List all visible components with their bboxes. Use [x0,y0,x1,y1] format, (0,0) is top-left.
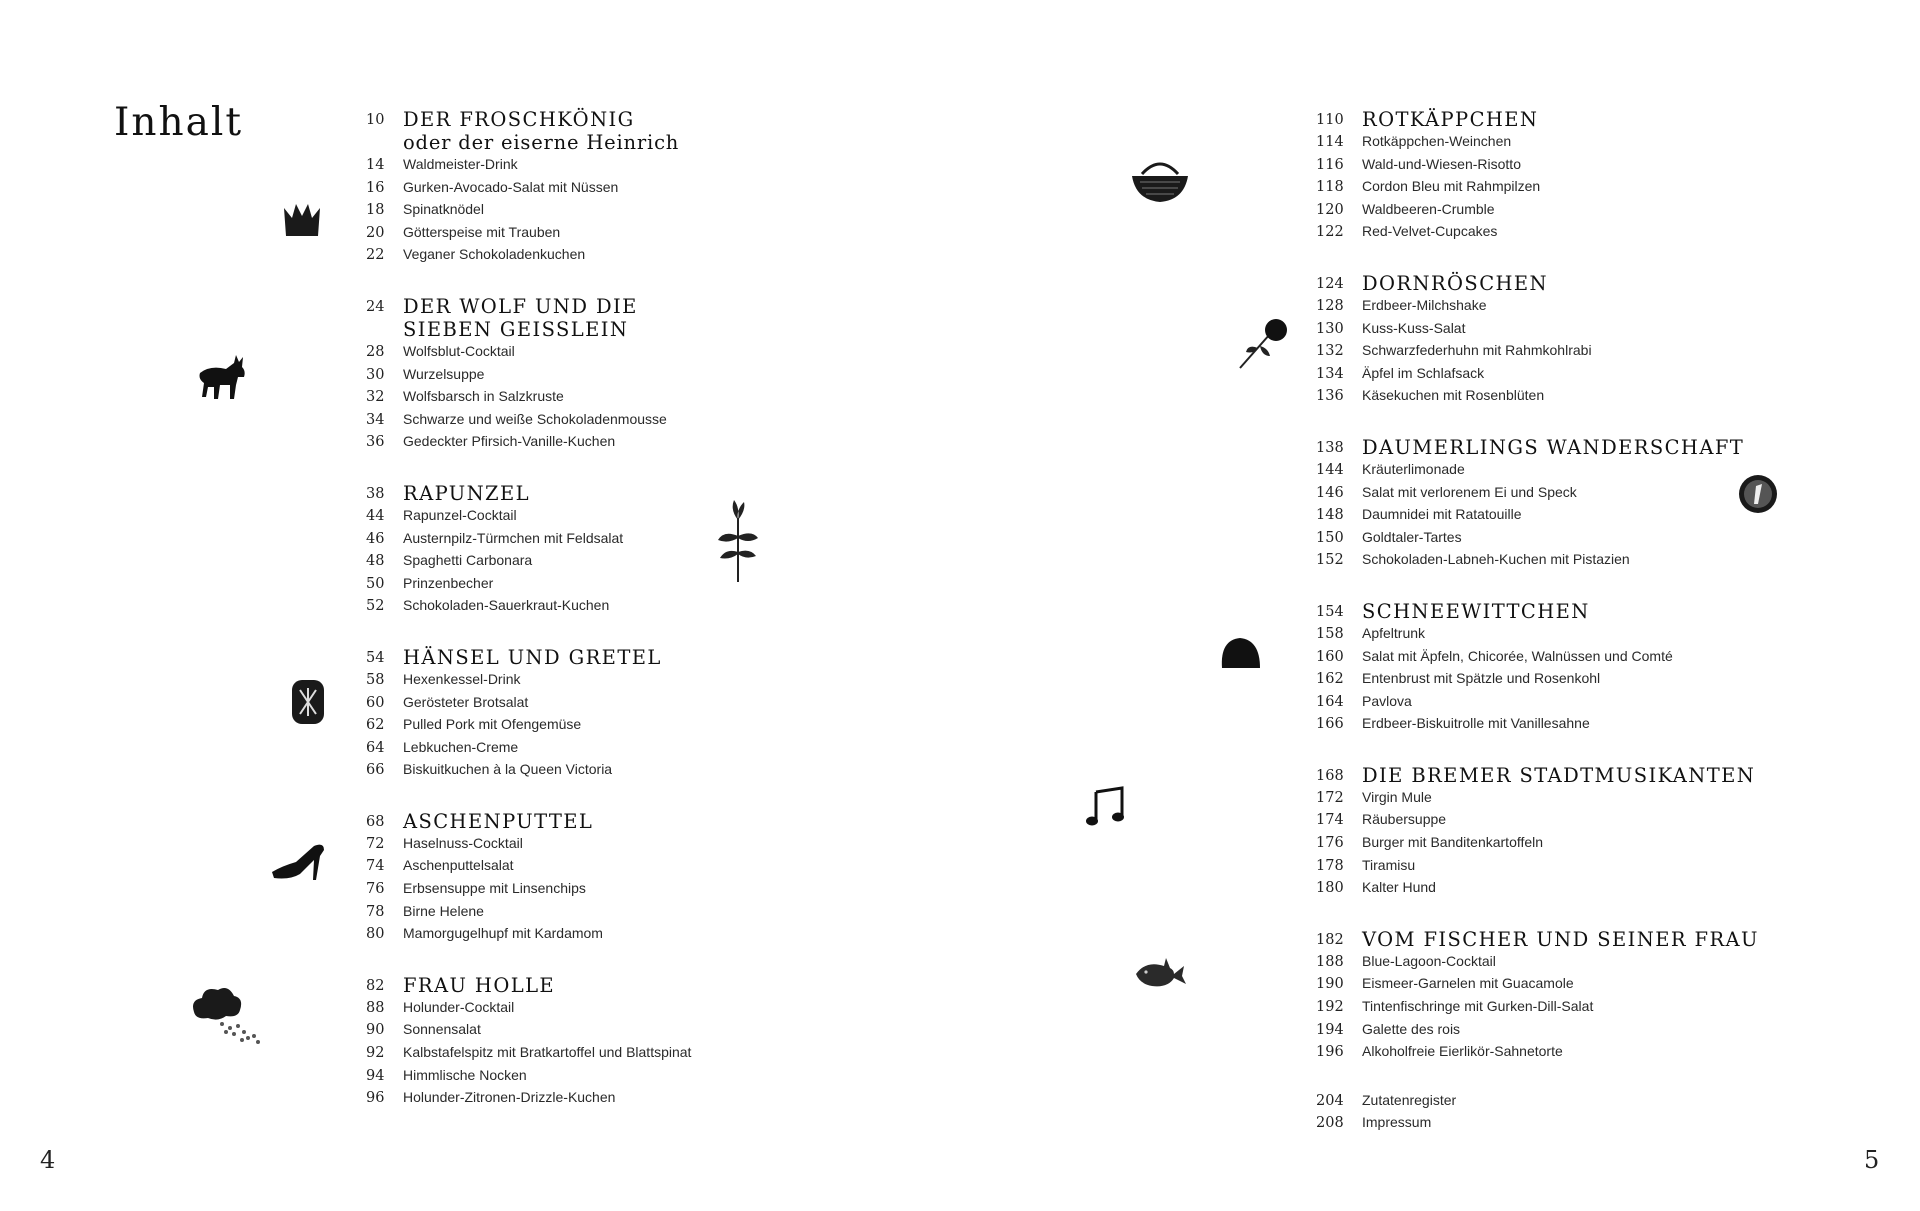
recipe-title: Eismeer-Garnelen mit Guacamole [1362,975,1574,992]
recipe-title: Salat mit verlorenem Ei und Speck [1362,483,1577,500]
recipe-title: Schokoladen-Sauerkraut-Kuchen [403,597,610,614]
toc-section-frau-holle [366,974,926,1112]
recipe-entry[interactable] [366,179,926,202]
recipe-entry[interactable] [366,1067,926,1090]
recipe-title: Käsekuchen mit Rosenblüten [1362,387,1545,404]
recipe-page-number: 28 [366,343,385,360]
basket-icon [1130,156,1190,204]
recipe-entry[interactable] [1316,178,1836,201]
recipe-entry[interactable] [366,694,926,717]
recipe-page-number: 14 [366,157,385,173]
rapunzel-plant-icon [712,500,764,584]
section-page-number: 138 [1316,439,1344,456]
recipe-title: Alkoholfreie Eierlikör-Sahnetorte [1362,1043,1563,1060]
section-heading[interactable] [1316,272,1836,295]
recipe-page-number: 36 [366,434,385,451]
section-heading[interactable] [366,295,926,341]
toc-section-dornroeschen [1316,272,1836,410]
recipe-title: Götterspeise mit Trauben [403,223,561,240]
recipe-page-number: 130 [1316,320,1344,337]
recipe-page-number: 16 [366,179,385,196]
recipe-title: Red-Velvet-Cupcakes [1362,223,1498,240]
entry-title: Zutatenregister [1362,1091,1457,1108]
section-page-number: 68 [366,813,385,830]
recipe-page-number: 162 [1316,671,1344,688]
recipe-title: Kalbstafelspitz mit Bratkartoffel und Blattspinat [403,1044,692,1061]
recipe-page-number: 58 [366,671,385,688]
recipe-page-number: 166 [1316,716,1344,733]
recipe-entry[interactable] [366,857,926,880]
gingerbread-icon [288,678,328,726]
recipe-page-number: 118 [1316,179,1344,196]
section-heading[interactable] [1316,764,1836,787]
recipe-title: Pulled Pork mit Ofengemüse [403,716,582,733]
recipe-page-number: 66 [366,762,385,779]
recipe-page-number: 44 [366,507,385,524]
recipe-title: Wald-und-Wiesen-Risotto [1362,155,1521,172]
recipe-page-number: 120 [1316,201,1344,218]
recipe-page-number: 172 [1316,789,1344,806]
section-page-number: 182 [1316,931,1344,948]
section-title: VOM FISCHER UND SEINER FRAU [1362,927,1759,951]
recipe-page-number: 194 [1316,1021,1344,1038]
recipe-entry[interactable] [1316,670,1836,693]
recipe-title: Prinzenbecher [403,574,494,591]
recipe-entry[interactable] [366,1021,926,1044]
toc-section-aschenputtel [366,810,926,948]
section-heading[interactable] [366,646,926,669]
recipe-entry[interactable] [1316,297,1836,320]
section-title: DER WOLF UND DIE SIEBEN GEISSLEIN [403,294,638,341]
recipe-page-number: 160 [1316,648,1344,665]
recipe-page-number: 174 [1316,812,1344,829]
recipe-entry[interactable] [1316,1021,1836,1044]
recipe-title: Gerösteter Brotsalat [403,693,529,710]
recipe-title: Aschenputtelsalat [403,857,514,874]
recipe-page-number: 158 [1316,625,1344,642]
recipe-title: Äpfel im Schlafsack [1362,364,1485,381]
fish-icon [1134,956,1186,992]
recipe-title: Galette des rois [1362,1020,1461,1037]
recipe-title: Cordon Bleu mit Rahmpilzen [1362,178,1541,195]
recipe-page-number: 116 [1316,156,1344,173]
section-subtitle: oder der eiserne Heinrich [403,131,680,154]
recipe-title: Salat mit Äpfeln, Chicorée, Walnüssen und Comté [1362,647,1673,664]
recipe-title: Biskuitkuchen à la Queen Victoria [403,761,613,778]
toc-section-rapunzel [366,482,926,620]
recipe-page-number: 180 [1316,880,1344,897]
recipe-page-number: 22 [366,247,385,264]
section-heading[interactable] [366,108,926,154]
section-heading[interactable] [366,810,926,833]
recipe-entry[interactable] [366,156,926,179]
recipe-title: Himmlische Nocken [403,1066,527,1083]
recipe-entry[interactable] [1316,1043,1836,1066]
recipe-title: Pavlova [1362,692,1412,709]
recipe-page-number: 178 [1316,857,1344,874]
recipe-page-number: 128 [1316,297,1344,314]
entry-page-number: 204 [1316,1092,1344,1109]
toc-section-schneewittchen [1316,600,1836,738]
recipe-title: Kuss-Kuss-Salat [1362,319,1466,336]
recipe-title: Rapunzel-Cocktail [403,506,517,523]
music-note-icon [1084,786,1126,828]
recipe-entry[interactable] [1316,879,1836,902]
toc-right-column [1316,108,1836,1163]
recipe-title: Kalter Hund [1362,879,1436,896]
section-page-number: 10 [366,112,385,128]
recipe-entry[interactable] [1316,529,1836,552]
recipe-title: Veganer Schokoladenkuchen [403,246,586,263]
recipe-entry[interactable] [366,1044,926,1067]
recipe-page-number: 122 [1316,224,1344,241]
recipe-entry[interactable] [366,433,926,456]
recipe-entry[interactable] [366,903,926,926]
recipe-entry[interactable] [366,552,926,575]
recipe-title: Schokoladen-Labneh-Kuchen mit Pistazien [1362,551,1630,568]
recipe-entry[interactable] [1316,365,1836,388]
recipe-entry[interactable] [366,880,926,903]
recipe-entry[interactable] [366,343,926,366]
toc-section-rotkaeppchen [1316,108,1836,246]
section-title: DER FROSCHKÖNIG oder der eiserne Heinrich [403,108,680,154]
recipe-title: Tintenfischringe mit Gurken-Dill-Salat [1362,998,1594,1015]
recipe-page-number: 90 [366,1022,385,1039]
section-heading[interactable] [1316,108,1836,131]
section-title: DORNRÖSCHEN [1362,271,1549,295]
section-page-number: 38 [366,485,385,502]
recipe-title: Waldmeister-Drink [403,156,518,172]
section-title: FRAU HOLLE [403,973,556,997]
recipe-page-number: 96 [366,1090,385,1107]
recipe-entry[interactable] [366,411,926,434]
recipe-page-number: 114 [1316,134,1344,150]
recipe-page-number: 148 [1316,507,1344,524]
toc-extras [1316,1092,1836,1137]
recipe-page-number: 30 [366,366,385,383]
recipe-page-number: 152 [1316,552,1344,569]
recipe-page-number: 94 [366,1067,385,1084]
recipe-page-number: 76 [366,881,385,898]
recipe-title: Haselnuss-Cocktail [403,834,523,851]
toc-section-haensel-und-gretel [366,646,926,784]
recipe-entry[interactable] [1316,789,1836,812]
section-heading[interactable] [1316,436,1836,459]
recipe-title: Sonnensalat [403,1021,481,1038]
recipe-entry[interactable] [1316,648,1836,671]
recipe-entry[interactable] [366,575,926,598]
section-page-number: 168 [1316,767,1344,784]
entry-page-number: 208 [1316,1115,1344,1132]
section-page-number: 24 [366,298,385,315]
snow-cloud-icon [188,984,268,1046]
recipe-page-number: 62 [366,717,385,734]
recipe-page-number: 32 [366,389,385,406]
section-heading[interactable] [366,974,926,997]
recipe-title: Wolfsblut-Cocktail [403,342,515,359]
toc-section-fischer [1316,928,1836,1066]
rose-icon [1236,316,1292,370]
recipe-page-number: 46 [366,530,385,547]
toc-section-wolf [366,295,926,456]
recipe-entry[interactable] [1316,320,1836,343]
recipe-page-number: 72 [366,835,385,852]
recipe-page-number: 132 [1316,343,1344,360]
recipe-entry[interactable] [366,716,926,739]
recipe-entry[interactable] [366,388,926,411]
recipe-entry[interactable] [1316,625,1836,648]
recipe-entry[interactable] [1316,834,1836,857]
recipe-title: Goldtaler-Tartes [1362,528,1462,545]
recipe-entry[interactable] [366,1089,926,1112]
section-title: SCHNEEWITTCHEN [1362,599,1590,623]
recipe-entry[interactable] [366,246,926,269]
recipe-page-number: 80 [366,926,385,943]
section-title: HÄNSEL UND GRETEL [403,645,662,669]
recipe-page-number: 150 [1316,529,1344,546]
recipe-title: Rotkäppchen-Weinchen [1362,133,1512,149]
recipe-title: Spinatknödel [403,201,484,218]
recipe-entry[interactable] [366,366,926,389]
recipe-entry[interactable] [1316,693,1836,716]
page-number-left: 4 [40,1146,56,1174]
recipe-title: Blue-Lagoon-Cocktail [1362,952,1496,969]
goat-icon [196,353,250,403]
recipe-entry[interactable] [366,761,926,784]
toc-section-bremer-stadtmusikanten [1316,764,1836,902]
recipe-title: Gurken-Avocado-Salat mit Nüssen [403,178,619,195]
gold-coin-icon [1738,474,1778,514]
recipe-title: Schwarze und weiße Schokoladenmousse [403,410,667,427]
section-page-number: 124 [1316,275,1344,292]
recipe-page-number: 164 [1316,693,1344,710]
recipe-title: Schwarzfederhuhn mit Rahmkohlrabi [1362,342,1592,359]
recipe-entry[interactable] [1316,201,1836,224]
recipe-title: Wolfsbarsch in Salzkruste [403,388,564,405]
recipe-page-number: 20 [366,224,385,241]
recipe-page-number: 188 [1316,953,1344,970]
recipe-title: Holunder-Zitronen-Drizzle-Kuchen [403,1089,616,1106]
recipe-entry[interactable] [366,835,926,858]
toc-section-froschkoenig [366,108,926,269]
recipe-page-number: 176 [1316,835,1344,852]
recipe-title: Räubersuppe [1362,811,1447,828]
recipe-title: Tiramisu [1362,856,1416,873]
recipe-title: Apfeltrunk [1362,624,1426,641]
recipe-title: Lebkuchen-Creme [403,738,519,755]
recipe-title: Daumnidei mit Ratatouille [1362,506,1522,523]
recipe-entry[interactable] [1316,953,1836,976]
recipe-page-number: 92 [366,1045,385,1062]
recipe-title: Kräuterlimonade [1362,460,1465,477]
recipe-title: Erdbeer-Milchshake [1362,296,1487,313]
section-heading[interactable] [1316,928,1836,951]
section-title: ASCHENPUTTEL [403,809,594,833]
section-subtitle: SIEBEN GEISSLEIN [403,317,629,341]
recipe-entry[interactable] [1316,975,1836,998]
recipe-entry[interactable] [1316,223,1836,246]
recipe-entry[interactable] [1316,342,1836,365]
recipe-title: Virgin Mule [1362,788,1432,805]
section-page-number: 54 [366,649,385,666]
recipe-entry[interactable] [1316,551,1836,574]
recipe-page-number: 190 [1316,976,1344,993]
recipe-entry[interactable] [366,224,926,247]
recipe-page-number: 74 [366,858,385,875]
recipe-page-number: 136 [1316,388,1344,405]
recipe-page-number: 144 [1316,461,1344,478]
recipe-entry[interactable] [1316,857,1836,880]
section-heading[interactable] [1316,600,1836,623]
entry-title: Impressum [1362,1114,1432,1131]
recipe-entry[interactable] [366,671,926,694]
recipe-entry[interactable] [1316,156,1836,179]
recipe-entry[interactable] [366,530,926,553]
recipe-entry[interactable] [1316,387,1836,410]
section-title: DIE BREMER STADTMUSIKANTEN [1362,763,1756,787]
recipe-page-number: 48 [366,553,385,570]
page-number-right: 5 [1864,1146,1880,1174]
recipe-title: Hexenkessel-Drink [403,670,521,687]
recipe-title: Birne Helene [403,902,484,919]
recipe-page-number: 60 [366,694,385,711]
imprint-entry[interactable] [1316,1114,1836,1137]
recipe-page-number: 52 [366,598,385,615]
section-title: ROTKÄPPCHEN [1362,108,1539,131]
recipe-entry[interactable] [366,925,926,948]
recipe-title: Mamorgugelhupf mit Kardamom [403,925,603,942]
section-page-number: 110 [1316,112,1344,128]
recipe-entry[interactable] [366,507,926,530]
recipe-page-number: 18 [366,202,385,219]
recipe-title: Wurzelsuppe [403,365,485,382]
section-title: RAPUNZEL [403,481,530,505]
index-entry[interactable] [1316,1092,1836,1115]
recipe-title: Burger mit Banditenkartoffeln [1362,834,1544,851]
recipe-page-number: 196 [1316,1044,1344,1061]
recipe-entry[interactable] [366,597,926,620]
toc-left-column [366,108,926,1138]
recipe-entry[interactable] [1316,998,1836,1021]
recipe-page-number: 192 [1316,999,1344,1016]
recipe-title: Entenbrust mit Spätzle und Rosenkohl [1362,670,1601,687]
section-page-number: 154 [1316,603,1344,620]
high-heel-shoe-icon [270,842,326,882]
recipe-entry[interactable] [366,739,926,762]
recipe-entry[interactable] [1316,133,1836,156]
recipe-entry[interactable] [1316,715,1836,738]
recipe-title: Holunder-Cocktail [403,998,515,1015]
recipe-entry[interactable] [366,201,926,224]
section-title: DAUMERLINGS WANDERSCHAFT [1362,435,1745,459]
recipe-page-number: 50 [366,575,385,592]
recipe-page-number: 134 [1316,365,1344,382]
recipe-page-number: 88 [366,999,385,1016]
recipe-entry[interactable] [366,999,926,1022]
recipe-page-number: 34 [366,411,385,428]
recipe-title: Erbsensuppe mit Linsenchips [403,880,586,897]
recipe-page-number: 146 [1316,484,1344,501]
page-title: Inhalt [114,100,244,145]
recipe-page-number: 78 [366,903,385,920]
apple-dome-icon [1220,636,1262,670]
crown-icon [282,200,322,240]
section-heading[interactable] [366,482,926,505]
section-page-number: 82 [366,977,385,994]
recipe-title: Gedeckter Pfirsich-Vanille-Kuchen [403,433,616,450]
recipe-title: Waldbeeren-Crumble [1362,200,1495,217]
recipe-title: Spaghetti Carbonara [403,552,533,569]
recipe-title: Austernpilz-Türmchen mit Feldsalat [403,529,624,546]
recipe-entry[interactable] [1316,811,1836,834]
recipe-title: Erdbeer-Biskuitrolle mit Vanillesahne [1362,715,1590,732]
recipe-page-number: 64 [366,739,385,756]
